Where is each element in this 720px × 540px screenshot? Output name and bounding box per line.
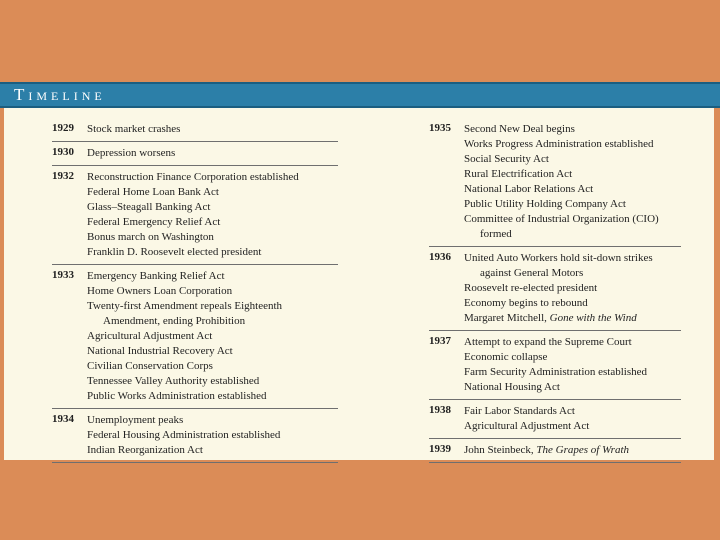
timeline-event bbox=[87, 245, 338, 260]
timeline-events bbox=[464, 251, 681, 326]
timeline-event-text: Unemployment peaks bbox=[87, 414, 184, 426]
timeline-event bbox=[464, 167, 681, 182]
timeline-event-work-title: Gone with the Wind bbox=[549, 312, 637, 324]
timeline-event-text: United Auto Workers hold sit-down strikes bbox=[464, 252, 653, 264]
timeline-event-text: National Housing Act bbox=[464, 381, 560, 393]
timeline-event bbox=[87, 200, 338, 215]
timeline-event bbox=[87, 359, 338, 374]
timeline-event-text: Rural Electrification Act bbox=[464, 168, 573, 180]
timeline-event-text: Tennessee Valley Authority established bbox=[87, 375, 260, 387]
timeline-event-text: Fair Labor Standards Act bbox=[464, 405, 575, 417]
timeline-event-text: Committee of Industrial Organization (CIO) bbox=[464, 213, 659, 225]
timeline-event bbox=[87, 389, 338, 404]
timeline-event-text: Glass–Steagall Banking Act bbox=[87, 201, 211, 213]
timeline-event-text: Social Security Act bbox=[464, 153, 549, 165]
timeline-event-text: Federal Home Loan Bank Act bbox=[87, 186, 219, 198]
timeline-events bbox=[87, 122, 338, 137]
timeline-event bbox=[87, 185, 338, 200]
timeline-event-text: formed bbox=[480, 228, 512, 240]
timeline-year: 1938 bbox=[429, 404, 451, 416]
timeline-event bbox=[464, 335, 681, 350]
timeline-event bbox=[87, 443, 338, 458]
timeline-event bbox=[87, 314, 338, 329]
timeline-event bbox=[87, 215, 338, 230]
timeline-entry bbox=[429, 335, 681, 400]
timeline-entry bbox=[52, 122, 338, 142]
timeline-event-text: National Industrial Recovery Act bbox=[87, 345, 233, 357]
timeline-event bbox=[464, 251, 681, 266]
timeline-event bbox=[464, 227, 681, 242]
timeline-event bbox=[464, 443, 681, 458]
timeline-events bbox=[87, 413, 338, 458]
timeline-event bbox=[464, 365, 681, 380]
timeline-event-text: Attempt to expand the Supreme Court bbox=[464, 336, 632, 348]
timeline-event bbox=[464, 281, 681, 296]
timeline-event bbox=[87, 413, 338, 428]
timeline-event-text: Works Progress Administration established bbox=[464, 138, 654, 150]
timeline-event-text: Federal Emergency Relief Act bbox=[87, 216, 221, 228]
timeline-event bbox=[87, 146, 338, 161]
timeline-year: 1937 bbox=[429, 335, 451, 347]
timeline-year: 1936 bbox=[429, 251, 451, 263]
timeline-event bbox=[87, 122, 338, 137]
timeline-event-text: Margaret Mitchell, bbox=[464, 312, 550, 324]
timeline-event bbox=[87, 374, 338, 389]
timeline-events bbox=[87, 170, 338, 260]
timeline-event-work-title: The Grapes of Wrath bbox=[536, 444, 630, 456]
timeline-event-text: Farm Security Administration established bbox=[464, 366, 648, 378]
timeline-events bbox=[464, 335, 681, 395]
timeline-event bbox=[464, 266, 681, 281]
timeline-year: 1929 bbox=[52, 122, 74, 134]
timeline-event-text: Federal Housing Administration established bbox=[87, 429, 281, 441]
timeline-event-text: Agricultural Adjustment Act bbox=[464, 420, 590, 432]
timeline-event-text: Emergency Banking Relief Act bbox=[87, 270, 225, 282]
timeline-event bbox=[464, 152, 681, 167]
timeline-event bbox=[87, 344, 338, 359]
timeline-event bbox=[87, 170, 338, 185]
timeline-event bbox=[464, 296, 681, 311]
timeline-event bbox=[464, 404, 681, 419]
timeline-event-text: Economic collapse bbox=[464, 351, 548, 363]
timeline-event bbox=[464, 137, 681, 152]
timeline-event bbox=[464, 419, 681, 434]
timeline-events bbox=[87, 146, 338, 161]
timeline-event-text: Roosevelt re-elected president bbox=[464, 282, 598, 294]
timeline-year: 1935 bbox=[429, 122, 451, 134]
timeline-panel bbox=[4, 108, 714, 460]
timeline-entry bbox=[429, 122, 681, 247]
timeline-entry bbox=[52, 269, 338, 409]
timeline-year: 1932 bbox=[52, 170, 74, 182]
timeline-entry bbox=[52, 413, 338, 463]
timeline-banner bbox=[0, 82, 720, 108]
timeline-event-text: Bonus march on Washington bbox=[87, 231, 214, 243]
banner-title: Timeline bbox=[14, 85, 106, 104]
timeline-events bbox=[87, 269, 338, 404]
timeline-event-text: John Steinbeck, bbox=[464, 444, 537, 456]
timeline-right-column bbox=[429, 122, 681, 467]
timeline-event-text: Reconstruction Finance Corporation established bbox=[87, 171, 299, 183]
timeline-year: 1939 bbox=[429, 443, 451, 455]
timeline-events bbox=[464, 404, 681, 434]
timeline-event-text: National Labor Relations Act bbox=[464, 183, 594, 195]
timeline-event-text: against General Motors bbox=[480, 267, 584, 279]
timeline-entry bbox=[429, 443, 681, 463]
timeline-event-text: Economy begins to rebound bbox=[464, 297, 588, 309]
timeline-year: 1933 bbox=[52, 269, 74, 281]
timeline-event bbox=[464, 350, 681, 365]
timeline-left-column bbox=[52, 122, 338, 467]
timeline-event bbox=[464, 311, 681, 326]
timeline-event bbox=[87, 329, 338, 344]
timeline-event bbox=[87, 428, 338, 443]
timeline-entry bbox=[429, 404, 681, 439]
timeline-event-text: Public Utility Holding Company Act bbox=[464, 198, 626, 210]
timeline-event-text: Franklin D. Roosevelt elected president bbox=[87, 246, 262, 258]
timeline-event bbox=[87, 284, 338, 299]
timeline-event bbox=[464, 197, 681, 212]
timeline-event-text: Second New Deal begins bbox=[464, 123, 575, 135]
timeline-event bbox=[464, 212, 681, 227]
timeline-event-text: Agricultural Adjustment Act bbox=[87, 330, 213, 342]
timeline-event bbox=[87, 299, 338, 314]
timeline-year: 1934 bbox=[52, 413, 74, 425]
timeline-event bbox=[464, 122, 681, 137]
timeline-event bbox=[464, 182, 681, 197]
timeline-event-text: Indian Reorganization Act bbox=[87, 444, 203, 456]
timeline-events bbox=[464, 122, 681, 242]
timeline-event-text: Depression worsens bbox=[87, 147, 176, 159]
timeline-event bbox=[464, 380, 681, 395]
timeline-year: 1930 bbox=[52, 146, 74, 158]
timeline-event-text: Amendment, ending Prohibition bbox=[103, 315, 246, 327]
timeline-event-text: Public Works Administration established bbox=[87, 390, 267, 402]
timeline-event bbox=[87, 269, 338, 284]
timeline-entry bbox=[429, 251, 681, 331]
timeline-events bbox=[464, 443, 681, 458]
timeline-event-text: Home Owners Loan Corporation bbox=[87, 285, 233, 297]
timeline-event-text: Civilian Conservation Corps bbox=[87, 360, 213, 372]
timeline-event-text: Stock market crashes bbox=[87, 123, 181, 135]
timeline-entry bbox=[52, 146, 338, 166]
timeline-event bbox=[87, 230, 338, 245]
timeline-entry bbox=[52, 170, 338, 265]
timeline-event-text: Twenty-first Amendment repeals Eighteenth bbox=[87, 300, 283, 312]
